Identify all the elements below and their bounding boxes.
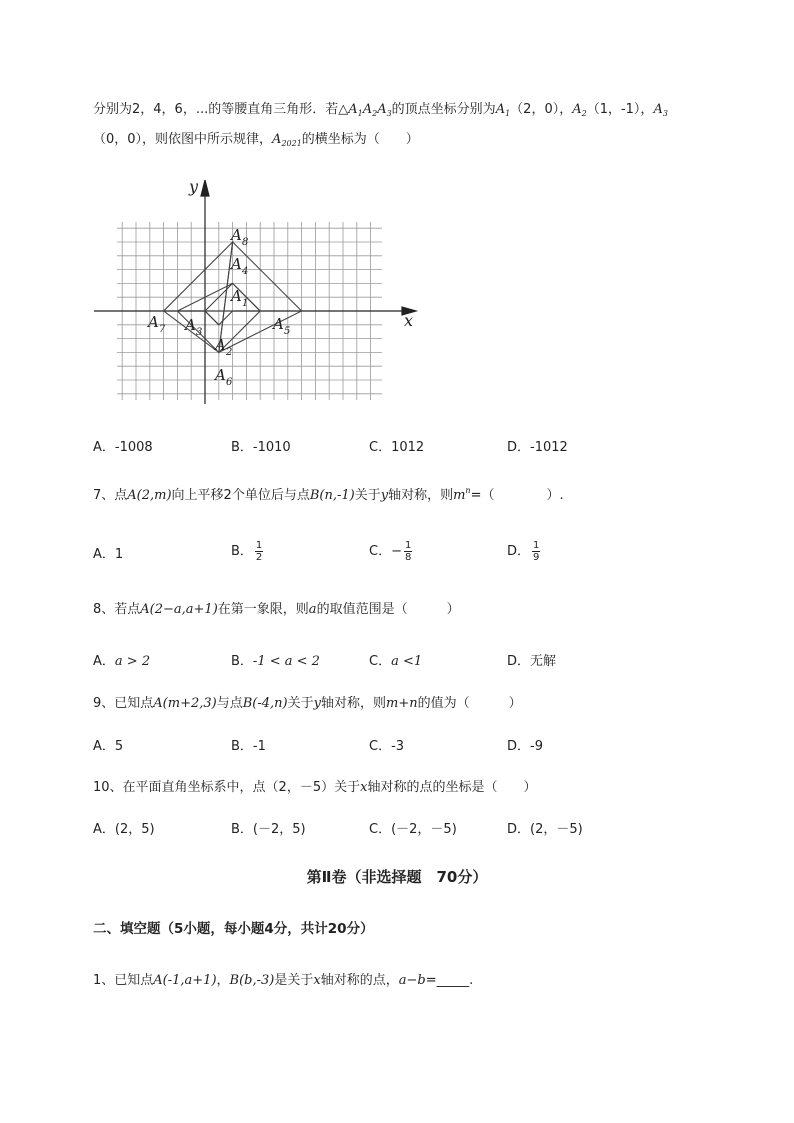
q10-option-d[interactable]: D．(2，－5) (507, 822, 583, 837)
q9-option-a[interactable]: A．5 (93, 739, 124, 754)
fill-q1: 1、已知点A(-1,a+1)，B(b,-3)是关于x轴对称的点，a−b=_____. (93, 973, 474, 988)
q6-options (93, 436, 713, 456)
point-label-index: 6 (226, 377, 233, 388)
q6-line-1: 分别为2，4，6，...的等腰直角三角形．若$\triangle A_1A_2A_3$的顶点坐标分别为$A_1(2$，0），$A_2(1$，-1），$A_3$ (93, 102, 668, 118)
point-label-index: 4 (242, 266, 249, 277)
q9-options (93, 735, 713, 755)
point-label: A (148, 313, 159, 331)
q9-option-b[interactable]: B．-1 (231, 739, 266, 754)
q9-option-c[interactable]: C．-3 (369, 739, 405, 754)
q8-options (93, 650, 713, 670)
part-heading: 二、填空题（5小题，每小题4分，共计20分） (93, 921, 374, 937)
q8-option-a[interactable]: A．a > 2 (93, 654, 151, 669)
q7-option-d[interactable]: D． $\frac{1}{9}$ (507, 540, 540, 563)
q6-option-b[interactable]: B．-1010 (231, 440, 291, 455)
point-label: A (231, 226, 242, 244)
q7-option-c[interactable]: C．− $\frac{1}{8}$ (369, 540, 412, 563)
q10-option-a[interactable]: A．(2，5) (93, 822, 155, 837)
q6-option-a[interactable]: A．-1008 (93, 440, 153, 455)
q6-text-a: 分别为2，4，6，...的等腰直角三角形．若△ (93, 102, 349, 117)
point-label: A (185, 316, 196, 334)
q8-stem: 8、若点A(2−a,a+1)在第一象限，则a的取值范围是（ ） (93, 602, 460, 617)
q6-text-b: 的顶点坐标分别为 (391, 102, 496, 117)
point-label-index: 1 (242, 298, 249, 309)
q9-stem: 9、已知点A(m+2,3)与点B(-4,n)关于y轴对称，则m+n的值为（ ） (93, 696, 522, 711)
q6-line-2: （0，0），则依图中所示规律，$A_{2021}$的横坐标为（ ） (93, 132, 419, 148)
triangle-edge (205, 311, 219, 325)
point-label: A (231, 287, 242, 305)
section-title: 第Ⅱ卷（非选择题 70分） (306, 868, 488, 886)
q9-option-d[interactable]: D．-9 (507, 739, 543, 754)
coordinate-figure (88, 172, 428, 412)
point-label: A (215, 366, 226, 384)
q7-option-b[interactable]: B． $\frac{1}{2}$ (231, 540, 263, 563)
y-axis-label: y (189, 177, 199, 196)
q8-option-b[interactable]: B．-1 < a < 2 (231, 654, 320, 669)
q10-stem: 10、在平面直角坐标系中，点（2，－5）关于x轴对称的点的坐标是（ ） (93, 780, 537, 795)
q7-stem: 7、点A(2,m)向上平移2个单位后与点B(n,-1)关于y轴对称，则$m^n=$（ ）. (93, 486, 564, 503)
q7-option-a[interactable]: A．1 (93, 547, 124, 562)
fraction: $\frac{1}{8}$ (404, 540, 412, 563)
x-axis-label: x (404, 311, 414, 330)
point-label-index: 3 (196, 327, 203, 338)
point-label-index: 5 (284, 326, 291, 337)
point-label-index: 8 (242, 237, 249, 248)
point-label-index: 2 (226, 347, 233, 358)
fraction: $\frac{1}{2}$ (255, 540, 263, 563)
labels (146, 177, 413, 388)
fraction: $\frac{1}{9}$ (533, 540, 540, 563)
q10-options (93, 818, 713, 838)
q6-option-c[interactable]: C．1012 (369, 440, 425, 455)
point-label: A (273, 315, 284, 333)
point-label: A (231, 255, 242, 273)
q8-option-d[interactable]: D．无解 (507, 654, 557, 669)
point-label-index: 7 (159, 324, 166, 335)
q7-options (93, 540, 713, 570)
y-arrow-icon (201, 180, 209, 196)
q10-option-b[interactable]: B．(－2，5) (231, 822, 306, 837)
point-label: A (215, 336, 226, 354)
q10-option-c[interactable]: C．(－2，－5) (369, 822, 457, 837)
axes (94, 180, 416, 404)
q8-option-c[interactable]: C．a <1 (369, 654, 423, 669)
q6-option-d[interactable]: D．-1012 (507, 440, 568, 455)
